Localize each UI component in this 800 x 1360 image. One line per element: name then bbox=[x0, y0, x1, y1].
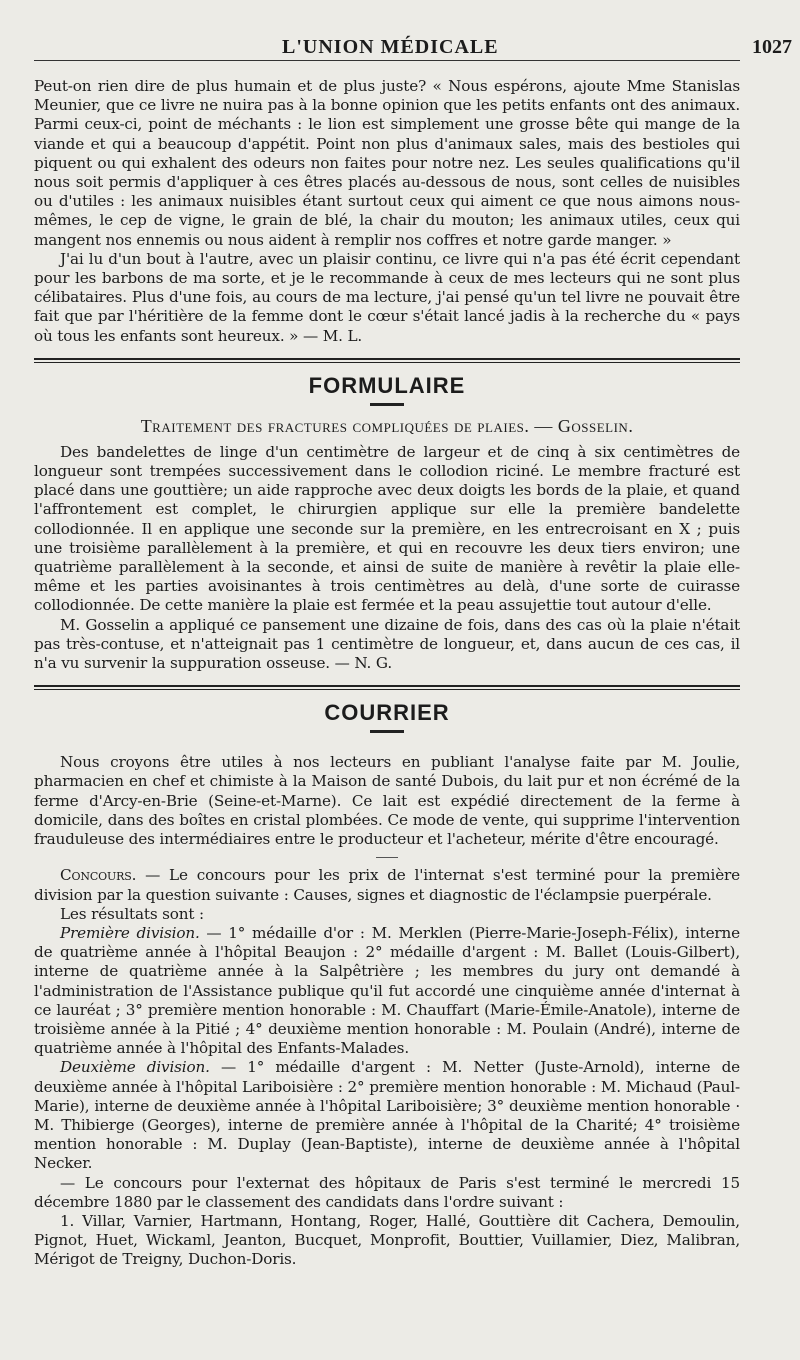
concours-text: — Le concours pour les prix de l'internat s'est terminé pour la première division par la question suivante : Causes, signes et diagnostic de l'éclampsie puerpérale. bbox=[34, 866, 740, 904]
section-divider bbox=[34, 358, 740, 363]
formulaire-subtitle: Traitement des fractures compliquées de plaies. — Gosselin. bbox=[140, 415, 634, 436]
intro-paragraph-2: J'ai lu d'un bout à l'autre, avec un plaisir continu, ce livre qui n'a pas été écrit cependant pour les barbons de ma sorte, et je le recommande à ceux de mes lecteurs qui ne sont plus célibataires. Plus d'une fois, au cours de ma lecture, j'ai pensé qu'un tel livre ne pouvait être fait que par l'héritière de la femme dont le cœur s'était lancé jadis à la recherche du « pays où tous les enfants sont heureux. » — M. L. bbox=[34, 249, 740, 345]
first-division-label: Première division. bbox=[60, 923, 200, 942]
formulaire-paragraph-2: M. Gosselin a appliqué ce pansement une dizaine de fois, dans des cas où la plaie n'était pas très-contuse, et n'atteignait pas 1 centimètre de longueur, et, dans aucun de ces cas, il n'a vu survenir la suppuration osseuse. — N. G. bbox=[34, 615, 740, 673]
intro-paragraph-1: Peut-on rien dire de plus humain et de plus juste? « Nous espérons, ajoute Mme Stanislas Meunier, que ce livre ne nuira pas à la bonne opinion que les petits enfants ont des animaux. Parmi ceux-ci, point de méchants : le lion est simplement une grosse bête qui mange de la viande et qui a beaucoup d'appétit. Point non plus d'animaux sales, mais des bestioles qui piquent ou qui exhalent des odeurs non faites pour notre nez. Les seules qualifications qu'il nous soit permis d'appliquer à ces êtres placés au-dessous de nous, sont celles de nuisibles ou d'utiles : les animaux nuisibles étant surtout ceux qui aiment ce que nous aimons nous-mêmes, le cep de vigne, le grain de blé, la chair du mouton; les animaux utiles, ceux qui mangent nos ennemis ou nous aident à remplir nos coffres et notre garde manger. » bbox=[34, 77, 740, 249]
courrier-heading: COURRIER bbox=[324, 700, 450, 726]
formulaire-paragraph-1: Des bandelettes de linge d'un centimètre de largeur et de cinq à six centimètres de longueur sont trempées successivement dans le collodion riciné. Le membre fracturé est placé dans une gouttière; un aide rapproche avec deux doigts les bords de la plaie, et quand l'affrontement est complet, le chirurgien applique sur elle la première bandelette collodionnée. Il en applique une seconde sur la première, en les entrecroisant en X ; puis une troisième parallèlement à la première, et qui en recouvre les deux tiers environ; une quatrième parallèlement à la seconde, et ainsi de suite de manière à revêtir la plaie elle-même et les parties avoisinantes à trois centimètres au delà, d'une sorte de cuirasse collodionnée. De cette manière la plaie est fermée et la peau assujettie tout autour d'elle. bbox=[34, 442, 740, 615]
section-divider bbox=[34, 685, 740, 690]
journal-title: L'UNION MÉDICALE bbox=[282, 36, 499, 58]
page-number: 1027 bbox=[752, 36, 792, 58]
paragraph-separator bbox=[376, 857, 398, 858]
resultats-line: Les résultats sont : bbox=[60, 904, 205, 923]
heading-underline bbox=[370, 403, 404, 406]
externat-list: 1. Villar, Varnier, Hartmann, Hontang, Roger, Hallé, Gouttière dit Cachera, Demoulin, Pignot, Huet, Wickaml, Jeanton, Bucquet, Monprofit, Bouttier, Vuillamier, Diez, Malibran, Mérigot de Treigny, Duchon-Doris. bbox=[34, 1211, 740, 1269]
concours-label: Concours. bbox=[60, 866, 137, 885]
second-division-paragraph bbox=[34, 1058, 740, 1173]
second-division-text: — 1° médaille d'argent : M. Netter (Juste-Arnold), interne de deuxième année à l'hôpital Lariboisière : 2° première mention honorable : M. Michaud (Paul-Marie), interne de deuxième année à l'hôpital Lariboisière; 3° deuxième mention honorable · M. Thibierge (Georges), interne de première année à l'hôpital de la Charité; 4° troisième mention honorable : M. Duplay (Jean-Baptiste), interne de deuxième année à l'hôpital Necker. bbox=[34, 1058, 741, 1173]
courrier-paragraph-1: Nous croyons être utiles à nos lecteurs en publiant l'analyse faite par M. Joulie, pharmacien en chef et chimiste à la Maison de santé Dubois, du lait pur et non écrémé de la ferme d'Arcy-en-Brie (Seine-et-Marne). Ce lait est expédié directement de la ferme à domicile, dans des boîtes en cristal plombées. Ce mode de vente, qui supprime l'intervention frauduleuse des intermédiaires entre le producteur et l'acheteur, mérite d'être encouragé. bbox=[34, 753, 740, 849]
externat-paragraph: — Le concours pour l'externat des hôpitaux de Paris s'est terminé le mercredi 15 décembre 1880 par le classement des candidats dans l'ordre suivant : bbox=[34, 1173, 740, 1211]
heading-underline bbox=[370, 730, 404, 733]
formulaire-heading: FORMULAIRE bbox=[308, 372, 466, 398]
running-header bbox=[34, 30, 792, 61]
second-division-label: Deuxième division. bbox=[60, 1058, 210, 1077]
concours-paragraph bbox=[34, 866, 740, 904]
first-division-paragraph bbox=[34, 924, 740, 1058]
first-division-text: — 1° médaille d'or : M. Merklen (Pierre-Marie-Joseph-Félix), interne de quatrième année à l'hôpital Beaujon : 2° médaille d'argent : M. Ballet (Louis-Gilbert), interne de quatrième année à la Salpêtrière ; les membres du jury ont demandé à l'administration de l'Assistance publique qu'il fut accordé une cinquième année d'internat à ce lauréat ; 3° première mention honorable : M. Chauffart (Marie-Émile-Anatole), interne de troisième année à la Pitié ; 4° deuxième mention honorable : M. Poulain (André), interne de quatrième année à l'hôpital des Enfants-Malades. bbox=[34, 923, 740, 1058]
